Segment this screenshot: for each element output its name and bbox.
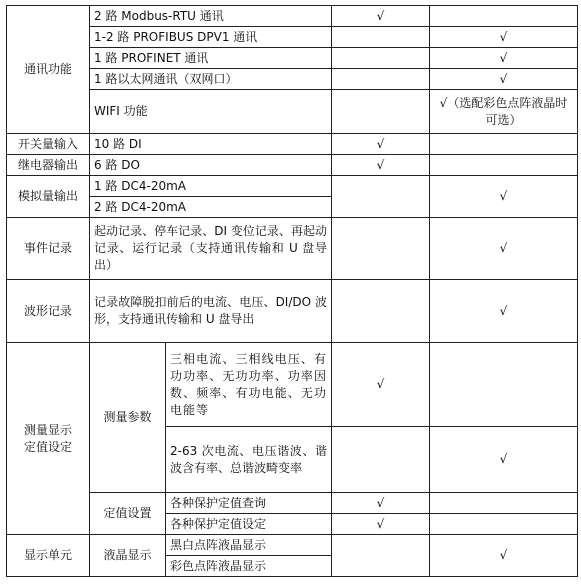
table-row [7, 280, 578, 343]
basic-check [332, 280, 430, 343]
table-row [7, 134, 578, 155]
subcategory-setting: 定值设置 [90, 493, 166, 535]
category-comm: 通讯功能 [7, 6, 90, 134]
item-text: 1-2 路 PROFIBUS DPV1 通讯 [90, 27, 332, 48]
basic-check: √ [332, 155, 430, 176]
function-spec-table [6, 5, 578, 577]
basic-check: √ [332, 493, 430, 514]
basic-check: √ [332, 134, 430, 155]
category-do: 继电器输出 [7, 155, 90, 176]
item-text: 10 路 DI [90, 134, 332, 155]
table-row [7, 27, 578, 48]
optional-check [430, 493, 578, 514]
item-text: 三相电流、三相线电压、有功功率、无功功率、功率因数、频率、有功电能、无功电能等 [166, 343, 332, 427]
table-row [7, 535, 578, 556]
item-text: 各种保护定值查询 [166, 493, 332, 514]
category-measure [7, 343, 90, 535]
basic-check: √ [332, 514, 430, 535]
basic-check [332, 69, 430, 90]
optional-check: √（选配彩色点阵液晶时可选） [430, 90, 578, 134]
basic-check [332, 218, 430, 280]
basic-check [332, 90, 430, 134]
optional-check: √ [430, 535, 578, 577]
optional-check: √ [430, 27, 578, 48]
optional-check: √ [430, 218, 578, 280]
basic-check [332, 427, 430, 493]
optional-check [430, 514, 578, 535]
item-text: 起动记录、停车记录、DI 变位记录、再起动记录、运行记录（支持通讯传输和 U 盘导出） [90, 218, 332, 280]
subcategory-params: 测量参数 [90, 343, 166, 493]
table-row [7, 90, 578, 134]
table-row [7, 218, 578, 280]
category-measure-label: 测量显示定值设定 [23, 422, 72, 454]
optional-check: √ [430, 176, 578, 218]
category-display: 显示单元 [7, 535, 90, 577]
item-text: 1 路以太网通讯（双网口） [90, 69, 332, 90]
item-text: WIFI 功能 [90, 90, 332, 134]
optional-check [430, 6, 578, 27]
item-text: 2 路 Modbus-RTU 通讯 [90, 6, 332, 27]
item-text: 6 路 DO [90, 155, 332, 176]
item-text: 2 路 DC4-20mA [90, 197, 332, 218]
optional-check: √ [430, 280, 578, 343]
subcategory-lcd: 液晶显示 [90, 535, 166, 577]
optional-check [430, 343, 578, 427]
optional-check: √ [430, 427, 578, 493]
table-row [7, 176, 578, 197]
optional-check: √ [430, 48, 578, 69]
table-row [7, 343, 578, 427]
item-text: 记录故障脱扣前后的电流、电压、DI/DO 波形，支持通讯传输和 U 盘导出 [90, 280, 332, 343]
optional-check [430, 155, 578, 176]
category-di: 开关量输入 [7, 134, 90, 155]
table-row [7, 155, 578, 176]
item-text: 彩色点阵液晶显示 [166, 556, 332, 577]
category-ao: 模拟量输出 [7, 176, 90, 218]
basic-check: √ [332, 343, 430, 427]
basic-check: √ [332, 6, 430, 27]
category-event: 事件记录 [7, 218, 90, 280]
optional-check [430, 134, 578, 155]
item-text: 各种保护定值设定 [166, 514, 332, 535]
table-row [7, 69, 578, 90]
table-row [7, 493, 578, 514]
table-row [7, 6, 578, 27]
item-text: 1 路 DC4-20mA [90, 176, 332, 197]
category-wave: 波形记录 [7, 280, 90, 343]
basic-check [332, 176, 430, 218]
basic-check [332, 535, 430, 577]
optional-check: √ [430, 69, 578, 90]
item-text: 黑白点阵液晶显示 [166, 535, 332, 556]
item-text: 2-63 次电流、电压谐波、谐波含有率、总谐波畸变率 [166, 427, 332, 493]
item-text: 1 路 PROFINET 通讯 [90, 48, 332, 69]
basic-check [332, 48, 430, 69]
table-row [7, 48, 578, 69]
basic-check [332, 27, 430, 48]
